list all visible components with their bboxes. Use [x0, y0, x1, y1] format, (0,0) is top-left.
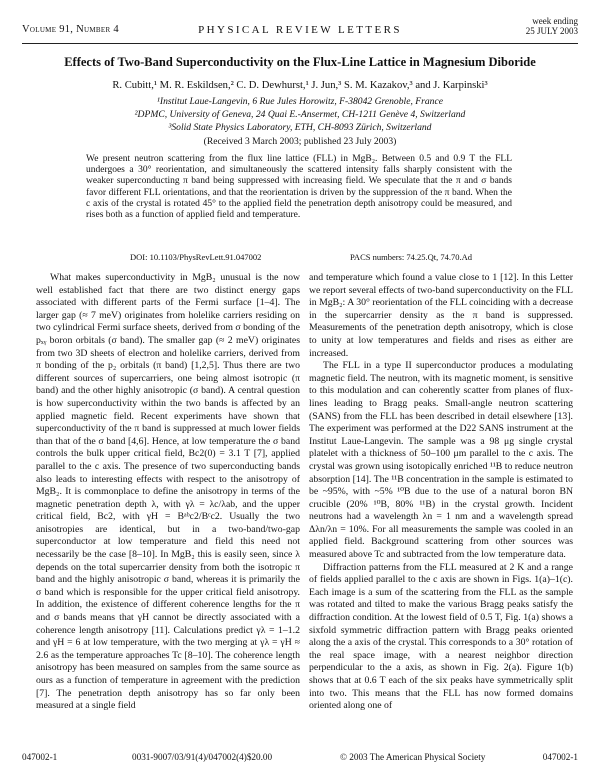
article-title: Effects of Two-Band Superconductivity on the Flux-Line Lattice in Magnesium Diboride: [64, 55, 536, 69]
affiliation-1: ¹Institut Laue-Langevin, 6 Rue Jules Horowitz, F-38042 Grenoble, France: [157, 96, 443, 107]
author-list: R. Cubitt,¹ M. R. Eskildsen,² C. D. Dewhurst,¹ J. Jun,³ S. M. Kazakov,³ and J. Karpinski³: [112, 80, 488, 91]
abstract: We present neutron scattering from the flux line lattice (FLL) in MgB₂. Between 0.5 and 0.9 T the FLL undergoes a 30° reorientation, and simultaneously the scattered intensity falls sharply consistent with the weaker superconducting π band being suppressed with increasing field. We speculate that the π and σ bands favor different FLL orientations, and that the reorientation is driven by the suppression of the π band. When the c axis of the crystal is rotated 45° to the applied field the penetration depth anisotropy could be measured, and rises both as a function of applied field and temperature.: [86, 154, 512, 221]
page-number-left: 047002-1: [22, 752, 58, 762]
page-number-right: 047002-1: [542, 752, 578, 762]
paragraph: What makes superconductivity in MgB₂ unusual is the now well established fact that there are two distinct energy gaps associated with different parts of the Fermi surface [1–4]. The larger gap (≈ 7 meV) originates from holelike carriers residing on two cylindrical Fermi surface sheets, derived from σ bonding of the pₓᵧ boron orbitals (σ band). The smaller gap (≈ 2 meV) originates from two 3D sheets of electron and holelike carriers, derived from π bonding of the p₂ orbitals (π band) [1,2,5]. Thus there are two different sources of supercarriers, one being almost isotropic (π band) and the other highly anisotropic (σ band). A central question is how superconductivity within the two bands is affected by an applied magnetic field. Recent experiments have shown that superconductivity of the π band is suppressed at much lower fields than that of the σ band [4,6]. Hence, at low temperature the σ band controls the bulk upper critical field, Bc2(0) = 3.1 T [7], applied parallel to the c axis. The presence of two superconducting bands also leads to interesting effects with respect to the anisotropy of MgB₂. It is commonplace to define the anisotropy in terms of the magnetic penetration depth λ, with γλ = λc/λab, and the upper critical field, Bc2, with γH = Bᵃᵇc2/Bᶜc2. Usually the two anisotropies are identical, but in a two-band/two-gap superconductor at low temperature and field this need not necessarily be the case [8–10]. In MgB₂ this is easily seen, since λ depends on the total supercarrier density from both the isotropic π band and the highly anisotropic σ band, whereas it is primarily the σ band which is responsible for the upper critical field anisotropy. In addition, the existence of different coherence lengths for the π and σ bands means that γH cannot be directly associated with a coherence length anisotropy [11]. Calculations predict γλ = 1–1.2 and γH = 6 at low temperature, with the two merging at γλ = γH ≈ 2.6 as the temperature approaches Tc [8–10]. The coherence length anisotropy has been measured on samples from the same source as ours as a function of temperature in agreement with the prediction [7]. The penetration depth anisotropy has so far only been measured at a single field: [36, 272, 300, 712]
issn-code: 0031-9007/03/91(4)/047002(4)$20.00: [132, 752, 273, 762]
week-ending-date: 25 JULY 2003: [525, 26, 578, 36]
header-rule: [22, 43, 578, 44]
week-ending-label: week ending: [532, 16, 578, 26]
received-dates: (Received 3 March 2003; published 23 July 2003): [203, 136, 397, 147]
body-column-left: [36, 272, 300, 713]
body-column-right: [309, 272, 573, 713]
volume-number: Volume 91, Number 4: [22, 24, 119, 35]
issue-date: [526, 16, 578, 36]
journal-name: PHYSICAL REVIEW LETTERS: [198, 24, 402, 36]
pacs-numbers: PACS numbers: 74.25.Qt, 74.70.Ad: [349, 252, 472, 262]
copyright-notice: © 2003 The American Physical Society: [340, 752, 486, 762]
paragraph: and temperature which found a value close to 1 [12]. In this Letter we report several effects of two-band superconductivity on the FLL in MgB₂: A 30° reorientation of the FLL coinciding with a decrease in the supercarrier density as the π band is suppressed. Measurements of the penetration depth anisotropy, which is close to unity at low temperatures and fields and rises as either are increased.: [309, 272, 573, 359]
paragraph: The FLL in a type II superconductor produces a modulating magnetic field. The neutron, with its magnetic moment, is sensitive to this modulation and can coherently scatter from planes of flux-lines leading to Bragg peaks. Small-angle neutron scattering (SANS) from the FLL has been described in detail elsewhere [13]. The experiment was performed at the D22 SANS instrument at the Institut Laue-Langevin. The sample was a 98 μg single crystal platelet with a thickness of 50–100 μm parallel to the c axis. The crystal was grown using isotopically enriched ¹¹B to reduce neutron absorption [14]. The ¹¹B concentration in the sample is estimated to be ~95%, with ~5% ¹⁰B due to the use of a natural boron BN crucible (20% ¹⁰B, 80% ¹¹B) in the crystal growth. Incident neutrons had a wavelength λn = 1 nm and a wavelength spread Δλn/λn = 10%. For all measurements the sample was cooled in an applied field. Background scattering from other sources was measured above Tc and subtracted from the low temperature data.: [309, 360, 573, 561]
doi-link[interactable]: DOI: 10.1103/PhysRevLett.91.047002: [130, 252, 262, 262]
page-header: [22, 14, 578, 40]
affiliation-3: ³Solid State Physics Laboratory, ETH, CH-8093 Zürich, Switzerland: [168, 122, 432, 133]
paragraph: Diffraction patterns from the FLL measured at 2 K and a range of fields applied parallel to the c axis are shown in Figs. 1(a)–1(c). Each image is a sum of the scattering from the FLL as the sample was rotated and tilted to make the various Bragg peaks satisfy the diffraction condition. At the lowest field of 0.5 T, Fig. 1(a) shows a sixfold symmetric diffraction pattern with Bragg peaks oriented along the a axis of the crystal. This corresponds to a 30° rotation of the real space image, with a nearest neighbor direction perpendicular to the a axis, as shown in Fig. 2(a). Figure 1(b) shows that at 0.6 T each of the six peaks have symmetrically split into two. This means that the FLL has now formed domains oriented along one of: [309, 561, 573, 712]
affiliation-2: ²DPMC, University of Geneva, 24 Quai E.-Ansermet, CH-1211 Genève 4, Switzerland: [134, 109, 466, 120]
page-footer: [22, 752, 578, 764]
